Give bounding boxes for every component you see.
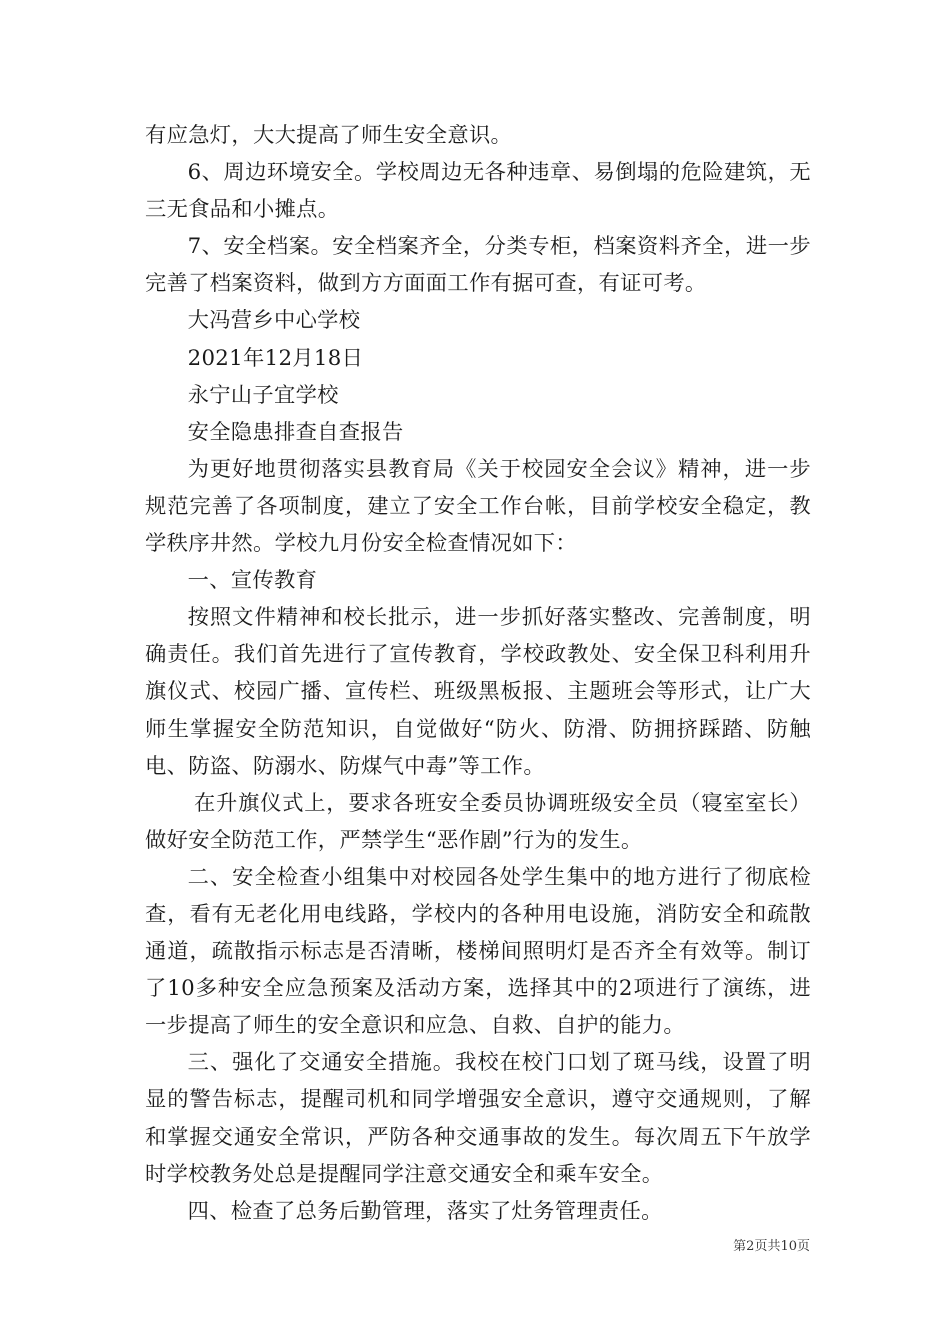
paragraph: 7、安全档案。安全档案齐全，分类专柜，档案资料齐全，进一步完善了档案资料，做到方方面面工作有据可查，有证可考。 [145,234,811,297]
paragraph: 按照文件精神和校长批示，进一步抓好落实整改、完善制度，明确责任。我们首先进行了宣传教育，学校政教处、安全保卫科利用升旗仪式、校园广播、宣传栏、班级黑板报、主题班会等形式，让广大师生掌握安全防范知识，自觉做好“防火、防滑、防拥挤踩踏、防触电、防盗、防溺水、防煤气中毒”等工作。 [145,605,811,779]
paragraph: 为更好地贯彻落实县教育局《关于校园安全会议》精神，进一步规范完善了各项制度，建立了安全工作台帐，目前学校安全稳定，教学秩序井然。学校九月份安全检查情况如下： [145,456,811,557]
school-name: 大冯营乡中心学校 [187,308,361,334]
school-name: 永宁山子宜学校 [187,382,339,408]
section-heading: 一、宣传教育 [187,568,318,594]
page-number: 第2页共10页 [733,1239,810,1254]
paragraph: 有应急灯，大大提高了师生安全意识。 [145,123,513,148]
report-title: 安全隐患排查自查报告 [187,419,404,445]
paragraph: 四、检查了总务后勤管理，落实了灶务管理责任。 [187,1198,663,1224]
paragraph: 二、安全检查小组集中对校园各处学生集中的地方进行了彻底检查，看有无老化用电线路，学校内的各种用电设施，消防安全和疏散通道，疏散指示标志是否清晰，楼梯间照明灯是否齐全有效等。制订了10多种安全应急预案及活动方案，选择其中的2项进行了演练，进一步提高了师生的安全意识和应急、自救、自护的能力。 [145,864,811,1039]
paragraph: 三、强化了交通安全措施。我校在校门口划了斑马线，设置了明显的警告标志，提醒司机和同学增强安全意识，遵守交通规则，了解和掌握交通安全常识，严防各种交通事故的发生。每次周五下午放学时学校教务处总是提醒同学注意交通安全和乘车安全。 [145,1050,811,1187]
document-body [145,117,811,1230]
report-date: 2021年12月18日 [187,345,364,371]
paragraph: 6、周边环境安全。学校周边无各种违章、易倒塌的危险建筑，无三无食品和小摊点。 [145,160,811,223]
paragraph: 在升旗仪式上，要求各班安全委员协调班级安全员（寝室室长）做好安全防范工作，严禁学生“恶作剧”行为的发生。 [145,790,811,853]
